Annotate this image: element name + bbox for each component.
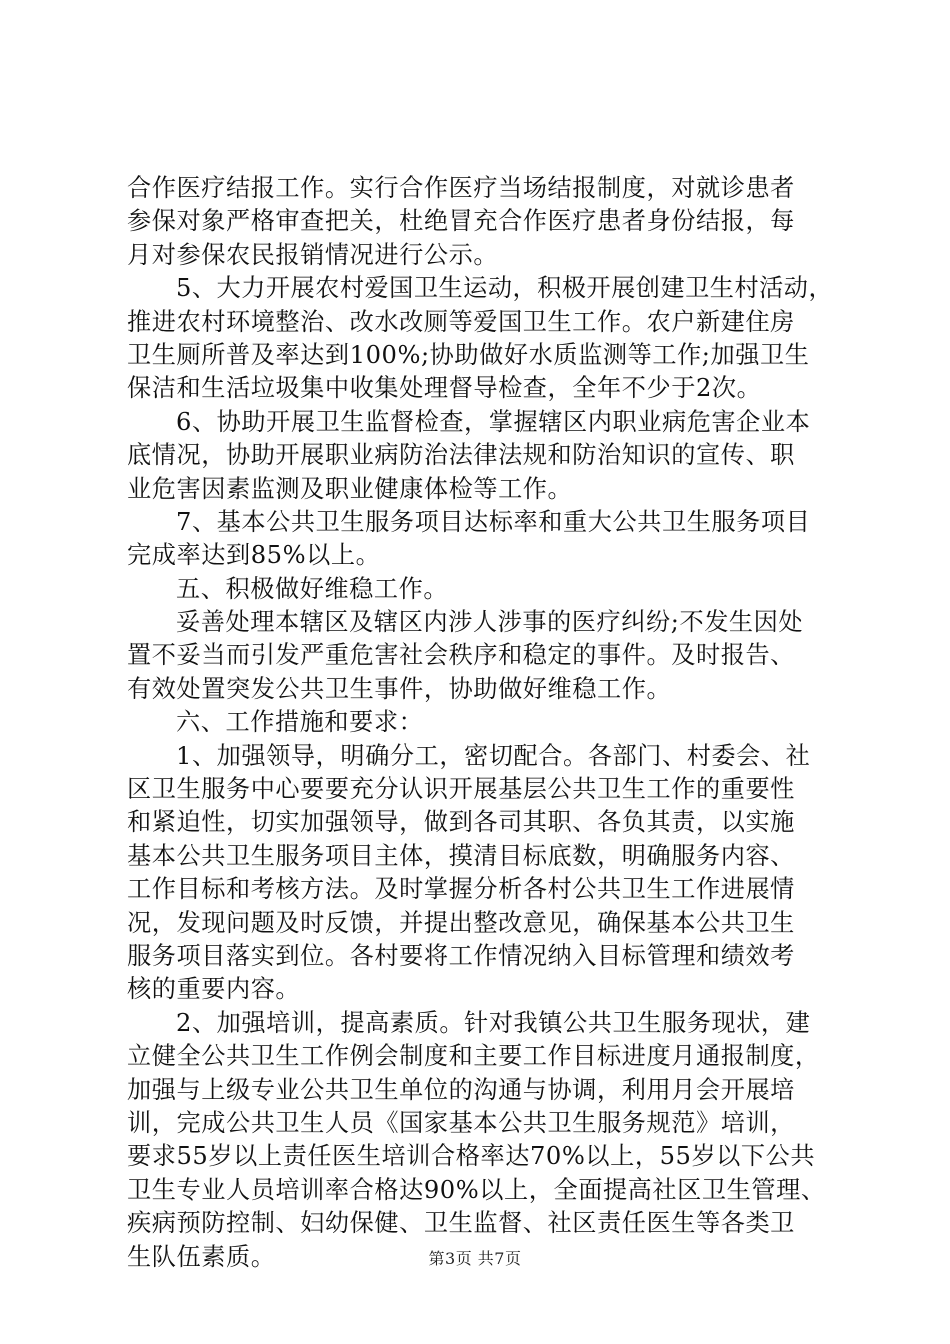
text-line: 况，发现问题及时反馈，并提出整改意见，确保基本公共卫生 [127, 908, 795, 937]
text-line: 和紧迫性，切实加强领导，做到各司其职、各负其责，以实施 [127, 808, 795, 837]
text-line: 训，完成公共卫生人员《国家基本公共卫生服务规范》培训， [127, 1108, 795, 1137]
text-line: 5、大力开展农村爱国卫生运动，积极开展创建卫生村活动， [176, 274, 834, 303]
text-line: 2、加强培训，提高素质。针对我镇公共卫生服务现状，建 [176, 1008, 811, 1037]
page-number-footer: 第3页 共7页 [428, 1249, 522, 1268]
text-line: 1、加强领导，明确分工，密切配合。各部门、村委会、社 [176, 741, 811, 770]
text-line: 六、工作措施和要求： [176, 708, 424, 737]
text-line: 业危害因素监测及职业健康体检等工作。 [127, 474, 573, 503]
text-line: 工作目标和考核方法。及时掌握分析各村公共卫生工作进展情 [127, 875, 795, 904]
text-line: 合作医疗结报工作。实行合作医疗当场结报制度，对就诊患者 [127, 174, 795, 202]
text-line: 五、积极做好维稳工作。 [176, 574, 449, 603]
text-line: 卫生专业人员培训率合格达90%以上，全面提高社区卫生管理、 [127, 1175, 826, 1204]
text-line: 基本公共卫生服务项目主体，摸清目标底数，明确服务内容、 [127, 841, 795, 870]
text-line: 立健全公共卫生工作例会制度和主要工作目标进度月通报制度， [127, 1042, 820, 1071]
text-line: 参保对象严格审查把关，杜绝冒充合作医疗患者身份结报，每 [127, 207, 795, 236]
text-line: 完成率达到85%以上。 [127, 541, 381, 570]
text-line: 月对参保农民报销情况进行公示。 [127, 240, 499, 269]
text-line: 生队伍素质。 [127, 1242, 276, 1271]
text-line: 卫生厕所普及率达到100%;协助做好水质监测等工作;加强卫生 [127, 340, 810, 369]
text-line: 服务项目落实到位。各村要将工作情况纳入目标管理和绩效考 [127, 941, 795, 970]
text-line: 6、协助开展卫生监督检查，掌握辖区内职业病危害企业本 [176, 407, 811, 436]
document-body [127, 172, 833, 1274]
text-line: 保洁和生活垃圾集中收集处理督导检查，全年不少于2次。 [127, 374, 762, 403]
text-line: 要求55岁以上责任医生培训合格率达70%以上，55岁以下公共 [127, 1142, 816, 1171]
text-line: 核的重要内容。 [127, 975, 301, 1004]
text-line: 底情况，协助开展职业病防治法律法规和防治知识的宣传、职 [127, 441, 795, 470]
text-line: 加强与上级专业公共卫生单位的沟通与协调，利用月会开展培 [127, 1075, 795, 1104]
text-line: 疾病预防控制、妇幼保健、卫生监督、社区责任医生等各类卫 [127, 1209, 795, 1238]
text-line: 有效处置突发公共卫生事件，协助做好维稳工作。 [127, 674, 672, 703]
text-line: 7、基本公共卫生服务项目达标率和重大公共卫生服务项目 [176, 507, 811, 536]
text-line: 置不妥当而引发严重危害社会秩序和稳定的事件。及时报告、 [127, 641, 795, 670]
text-line: 区卫生服务中心要要充分认识开展基层公共卫生工作的重要性 [127, 775, 795, 804]
text-line: 妥善处理本辖区及辖区内涉人涉事的医疗纠纷;不发生因处 [176, 608, 804, 637]
text-line: 推进农村环境整治、改水改厕等爱国卫生工作。农户新建住房 [127, 307, 795, 336]
